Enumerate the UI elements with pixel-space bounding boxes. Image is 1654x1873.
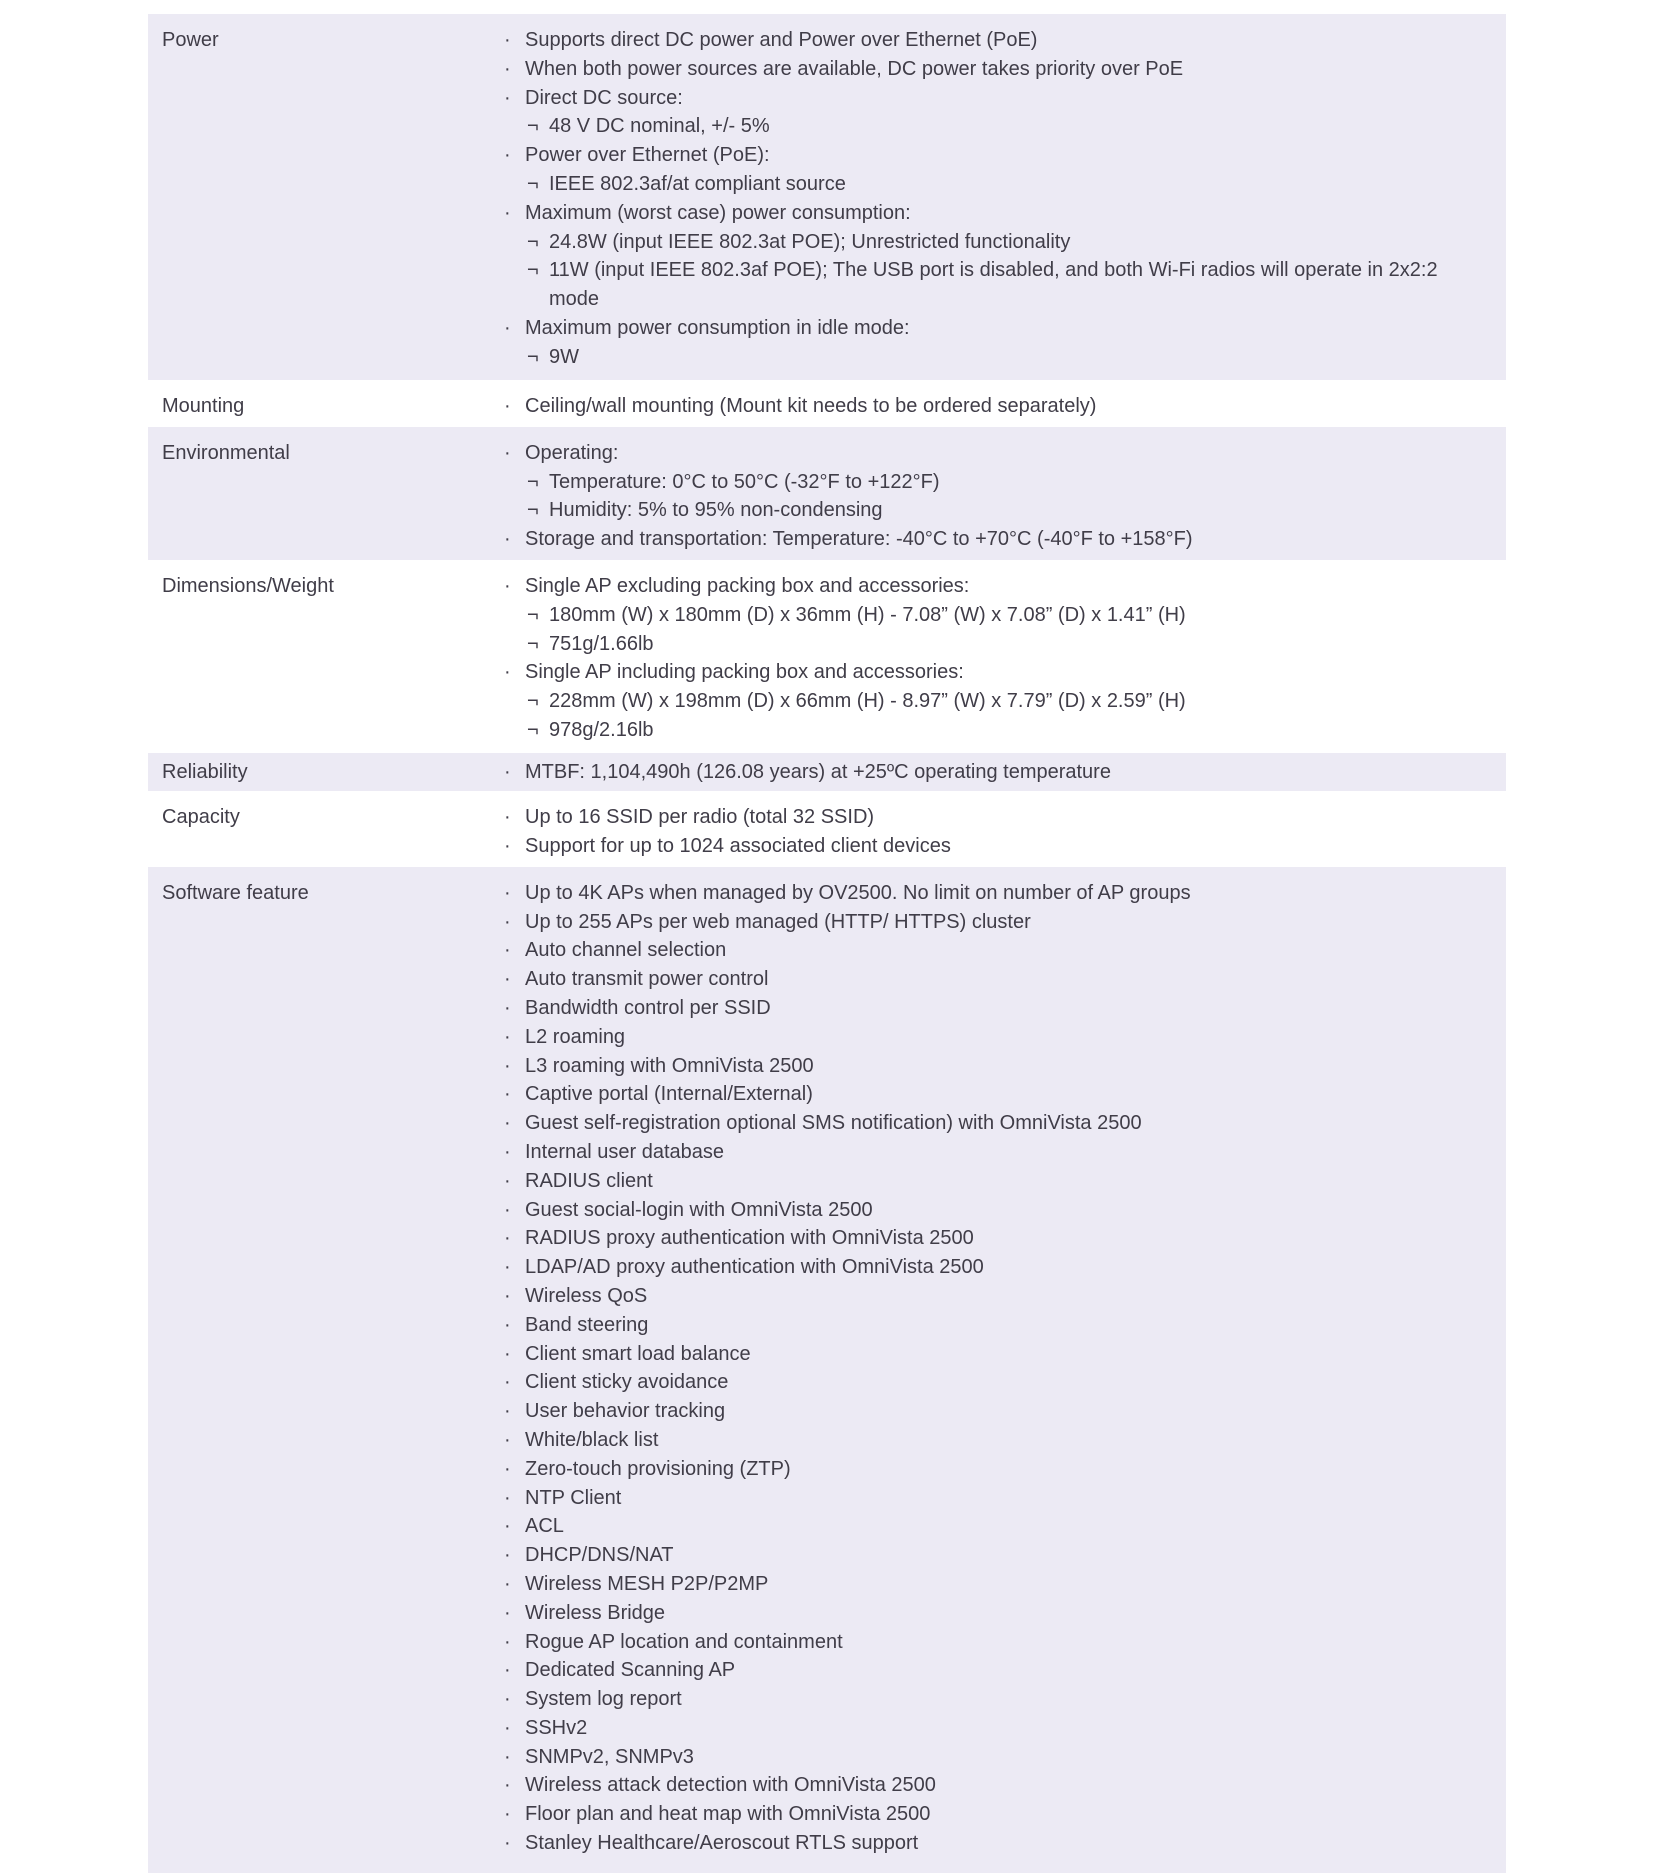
bullet-icon: · <box>504 1515 511 1538</box>
spec-item <box>503 26 1482 55</box>
spec-item-text: RADIUS proxy authentication with OmniVista 2500 <box>525 1227 974 1250</box>
spec-row-environmental <box>148 427 1506 560</box>
bullet-icon: · <box>504 441 511 464</box>
spec-item <box>503 141 1482 170</box>
bullet-icon: · <box>504 805 511 828</box>
row-content <box>503 791 1506 867</box>
spec-item <box>503 392 1482 421</box>
bullet-icon: · <box>504 1227 511 1250</box>
bullet-icon: · <box>504 1054 511 1077</box>
spec-item-text: Band steering <box>525 1313 649 1336</box>
row-label: Capacity <box>162 805 240 828</box>
spec-item-text: Power over Ethernet (PoE): <box>525 144 770 167</box>
bullet-icon: · <box>504 1400 511 1423</box>
spec-item-text: Rogue AP location and containment <box>525 1630 843 1653</box>
spec-item <box>503 994 1482 1023</box>
sub-bullet-icon: ¬ <box>527 690 539 713</box>
spec-row-reliability <box>148 753 1506 791</box>
bullet-icon: · <box>504 1745 511 1768</box>
sub-bullet-icon: ¬ <box>527 345 539 368</box>
spec-subitem <box>503 468 1482 497</box>
bullet-icon: · <box>504 1774 511 1797</box>
spec-item <box>503 832 1482 861</box>
spec-item <box>503 1167 1482 1196</box>
spec-item-text: Guest self-registration optional SMS notification) with OmniVista 2500 <box>525 1112 1142 1135</box>
spec-item <box>503 658 1482 687</box>
bullet-icon: · <box>504 1083 511 1106</box>
spec-item-text: RADIUS client <box>525 1169 653 1192</box>
spec-item-text: Up to 16 SSID per radio (total 32 SSID) <box>525 805 875 828</box>
spec-item-text: Client smart load balance <box>525 1342 751 1365</box>
spec-item <box>503 1455 1482 1484</box>
spec-subitem-text: 978g/2.16lb <box>549 718 654 741</box>
bullet-icon: · <box>504 144 511 167</box>
spec-item-text: Maximum (worst case) power consumption: <box>525 201 911 224</box>
spec-item <box>503 1599 1482 1628</box>
spec-subitem-text: 48 V DC nominal, +/- 5% <box>549 115 770 138</box>
spec-item <box>503 439 1482 468</box>
spec-subitem-text: Humidity: 5% to 95% non-condensing <box>549 499 883 522</box>
spec-item <box>503 1541 1482 1570</box>
bullet-icon: · <box>504 86 511 109</box>
spec-item-text: Wireless Bridge <box>525 1601 666 1624</box>
spec-item-text: Storage and transportation: Temperature: -40°C to +70°C (-40°F to +158°F) <box>525 528 1193 551</box>
spec-item-text: Wireless QoS <box>525 1284 648 1307</box>
spec-item-text: SSHv2 <box>525 1716 588 1739</box>
bullet-icon: · <box>504 574 511 597</box>
spec-row-dimensions-weight <box>148 560 1506 753</box>
bullet-icon: · <box>504 760 511 783</box>
bullet-icon: · <box>504 1544 511 1567</box>
spec-subitem-text: 24.8W (input IEEE 802.3at POE); Unrestricted functionality <box>549 230 1071 253</box>
row-content <box>503 380 1506 427</box>
spec-item <box>503 1109 1482 1138</box>
row-label: Dimensions/Weight <box>162 574 334 597</box>
spec-item <box>503 1138 1482 1167</box>
spec-item-text: DHCP/DNS/NAT <box>525 1544 674 1567</box>
bullet-icon: · <box>504 1630 511 1653</box>
spec-item-text: Captive portal (Internal/External) <box>525 1083 813 1106</box>
bullet-icon: · <box>504 1313 511 1336</box>
bullet-icon: · <box>504 1169 511 1192</box>
spec-list <box>503 758 1482 787</box>
bullet-icon: · <box>504 968 511 991</box>
spec-item-text: Auto channel selection <box>525 939 727 962</box>
spec-item-text: Direct DC source: <box>525 86 683 109</box>
spec-item <box>503 1282 1482 1311</box>
spec-item <box>503 1080 1482 1109</box>
spec-item <box>503 199 1482 228</box>
spec-list <box>503 572 1482 745</box>
row-label: Reliability <box>162 760 248 783</box>
bullet-icon: · <box>504 201 511 224</box>
spec-subitem <box>503 343 1482 372</box>
spec-item-text: Guest social-login with OmniVista 2500 <box>525 1198 873 1221</box>
spec-item-text: System log report <box>525 1688 682 1711</box>
spec-item-text: Floor plan and heat map with OmniVista 2500 <box>525 1803 931 1826</box>
spec-row-mounting <box>148 380 1506 427</box>
spec-item <box>503 1685 1482 1714</box>
row-content <box>503 560 1506 753</box>
row-label: Power <box>162 29 219 51</box>
spec-item <box>503 965 1482 994</box>
row-label: Software feature <box>162 881 309 904</box>
spec-item <box>503 314 1482 343</box>
spec-item-text: Support for up to 1024 associated client devices <box>525 834 951 857</box>
bullet-icon: · <box>504 1342 511 1365</box>
spec-item <box>503 84 1482 113</box>
spec-item-text: Single AP including packing box and accessories: <box>525 661 964 684</box>
spec-item-text: Single AP excluding packing box and accessories: <box>525 574 970 597</box>
spec-item <box>503 1714 1482 1743</box>
bullet-icon: · <box>504 528 511 551</box>
spec-item-text: Bandwidth control per SSID <box>525 996 771 1019</box>
spec-item <box>503 1397 1482 1426</box>
spec-item <box>503 936 1482 965</box>
bullet-icon: · <box>504 881 511 904</box>
spec-item <box>503 1253 1482 1282</box>
bullet-icon: · <box>504 1659 511 1682</box>
spec-item-text: Supports direct DC power and Power over Ethernet (PoE) <box>525 29 1038 51</box>
spec-subitem-text: 228mm (W) x 198mm (D) x 66mm (H) - 8.97” (W) x 7.79” (D) x 2.59” (H) <box>549 690 1186 713</box>
spec-subitem <box>503 496 1482 525</box>
bullet-icon: · <box>504 834 511 857</box>
bullet-icon: · <box>504 1688 511 1711</box>
row-content <box>503 753 1506 791</box>
sub-bullet-icon: ¬ <box>527 259 539 282</box>
spec-item <box>503 1368 1482 1397</box>
spec-item <box>503 1484 1482 1513</box>
spec-item <box>503 1829 1482 1858</box>
spec-item <box>503 525 1482 554</box>
spec-item <box>503 1771 1482 1800</box>
sub-bullet-icon: ¬ <box>527 632 539 655</box>
bullet-icon: · <box>504 1428 511 1451</box>
bullet-icon: · <box>504 1198 511 1221</box>
spec-item-text: LDAP/AD proxy authentication with OmniVista 2500 <box>525 1256 984 1279</box>
spec-subitem <box>503 170 1482 199</box>
bullet-icon: · <box>504 1803 511 1826</box>
spec-item <box>503 1224 1482 1253</box>
spec-item <box>503 1023 1482 1052</box>
spec-list <box>503 392 1482 421</box>
row-content <box>503 427 1506 560</box>
bullet-icon: · <box>504 29 511 51</box>
spec-item <box>503 908 1482 937</box>
spec-item-text: Zero-touch provisioning (ZTP) <box>525 1457 791 1480</box>
bullet-icon: · <box>504 1256 511 1279</box>
sub-bullet-icon: ¬ <box>527 172 539 195</box>
bullet-icon: · <box>504 1284 511 1307</box>
bullet-icon: · <box>504 910 511 933</box>
spec-subitem <box>503 228 1482 257</box>
bullet-icon: · <box>504 1832 511 1855</box>
sub-bullet-icon: ¬ <box>527 499 539 522</box>
bullet-icon: · <box>504 1716 511 1739</box>
spec-subitem <box>503 687 1482 716</box>
spec-list <box>503 26 1482 372</box>
spec-table <box>148 14 1506 1873</box>
spec-item-text: User behavior tracking <box>525 1400 726 1423</box>
spec-item-text: MTBF: 1,104,490h (126.08 years) at +25ºC operating temperature <box>525 760 1111 783</box>
spec-item-text: Internal user database <box>525 1140 725 1163</box>
spec-item <box>503 1743 1482 1772</box>
spec-item <box>503 1311 1482 1340</box>
sub-bullet-icon: ¬ <box>527 603 539 626</box>
spec-subitem-text: Temperature: 0°C to 50°C (-32°F to +122°F) <box>549 470 940 493</box>
spec-item-text: L3 roaming with OmniVista 2500 <box>525 1054 814 1077</box>
sub-bullet-icon: ¬ <box>527 718 539 741</box>
spec-item-text: NTP Client <box>525 1486 622 1509</box>
spec-subitem <box>503 630 1482 659</box>
bullet-icon: · <box>504 1140 511 1163</box>
spec-item <box>503 1426 1482 1455</box>
spec-subitem <box>503 716 1482 745</box>
spec-item-text: White/black list <box>525 1428 659 1451</box>
row-content <box>503 14 1506 380</box>
sub-bullet-icon: ¬ <box>527 115 539 138</box>
spec-item-text: ACL <box>525 1515 564 1538</box>
spec-item-text: Ceiling/wall mounting (Mount kit needs to be ordered separately) <box>525 395 1097 417</box>
row-label: Mounting <box>162 395 245 417</box>
spec-item <box>503 758 1482 787</box>
bullet-icon: · <box>504 57 511 80</box>
spec-item-text: SNMPv2, SNMPv3 <box>525 1745 694 1768</box>
spec-item <box>503 803 1482 832</box>
sub-bullet-icon: ¬ <box>527 470 539 493</box>
bullet-icon: · <box>504 1112 511 1135</box>
spec-item-text: Maximum power consumption in idle mode: <box>525 316 910 339</box>
row-content <box>503 867 1506 1873</box>
spec-item-text: L2 roaming <box>525 1025 626 1048</box>
spec-item-text: Client sticky avoidance <box>525 1371 729 1394</box>
bullet-icon: · <box>504 1601 511 1624</box>
spec-item-text: Up to 4K APs when managed by OV2500. No limit on number of AP groups <box>525 881 1191 904</box>
spec-subitem <box>503 256 1482 314</box>
spec-item-text: Operating: <box>525 441 619 464</box>
spec-item-text: Stanley Healthcare/Aeroscout RTLS support <box>525 1832 919 1855</box>
spec-list <box>503 879 1482 1858</box>
spec-subitem <box>503 601 1482 630</box>
spec-item-text: Auto transmit power control <box>525 968 769 991</box>
bullet-icon: · <box>504 316 511 339</box>
bullet-icon: · <box>504 395 511 417</box>
spec-subitem-text: 180mm (W) x 180mm (D) x 36mm (H) - 7.08” (W) x 7.08” (D) x 1.41” (H) <box>549 603 1186 626</box>
spec-subitem-text: 9W <box>549 345 579 368</box>
spec-item-text: When both power sources are available, DC power takes priority over PoE <box>525 57 1184 80</box>
sub-bullet-icon: ¬ <box>527 230 539 253</box>
spec-subitem-text: IEEE 802.3af/at compliant source <box>549 172 846 195</box>
spec-item <box>503 55 1482 84</box>
bullet-icon: · <box>504 1025 511 1048</box>
spec-item <box>503 1052 1482 1081</box>
spec-row-power <box>148 14 1506 380</box>
spec-item <box>503 1340 1482 1369</box>
spec-subitem <box>503 112 1482 141</box>
spec-item <box>503 1512 1482 1541</box>
spec-item <box>503 1800 1482 1829</box>
spec-item <box>503 1656 1482 1685</box>
spec-item <box>503 1570 1482 1599</box>
spec-subitem-text: 11W (input IEEE 802.3af POE); The USB port is disabled, and both Wi-Fi radios will operate in 2x2:2 mode <box>549 259 1438 311</box>
spec-item <box>503 1196 1482 1225</box>
bullet-icon: · <box>504 1486 511 1509</box>
bullet-icon: · <box>504 1572 511 1595</box>
spec-list <box>503 439 1482 554</box>
spec-item-text: Up to 255 APs per web managed (HTTP/ HTTPS) cluster <box>525 910 1031 933</box>
row-label: Environmental <box>162 441 290 464</box>
spec-item-text: Wireless attack detection with OmniVista 2500 <box>525 1774 936 1797</box>
spec-row-capacity <box>148 791 1506 867</box>
bullet-icon: · <box>504 939 511 962</box>
spec-item-text: Wireless MESH P2P/P2MP <box>525 1572 769 1595</box>
spec-item <box>503 1628 1482 1657</box>
bullet-icon: · <box>504 1457 511 1480</box>
spec-row-software-feature <box>148 867 1506 1873</box>
bullet-icon: · <box>504 661 511 684</box>
spec-item <box>503 879 1482 908</box>
bullet-icon: · <box>504 996 511 1019</box>
spec-item-text: Dedicated Scanning AP <box>525 1659 736 1682</box>
spec-subitem-text: 751g/1.66lb <box>549 632 654 655</box>
spec-list <box>503 803 1482 861</box>
bullet-icon: · <box>504 1371 511 1394</box>
spec-item <box>503 572 1482 601</box>
